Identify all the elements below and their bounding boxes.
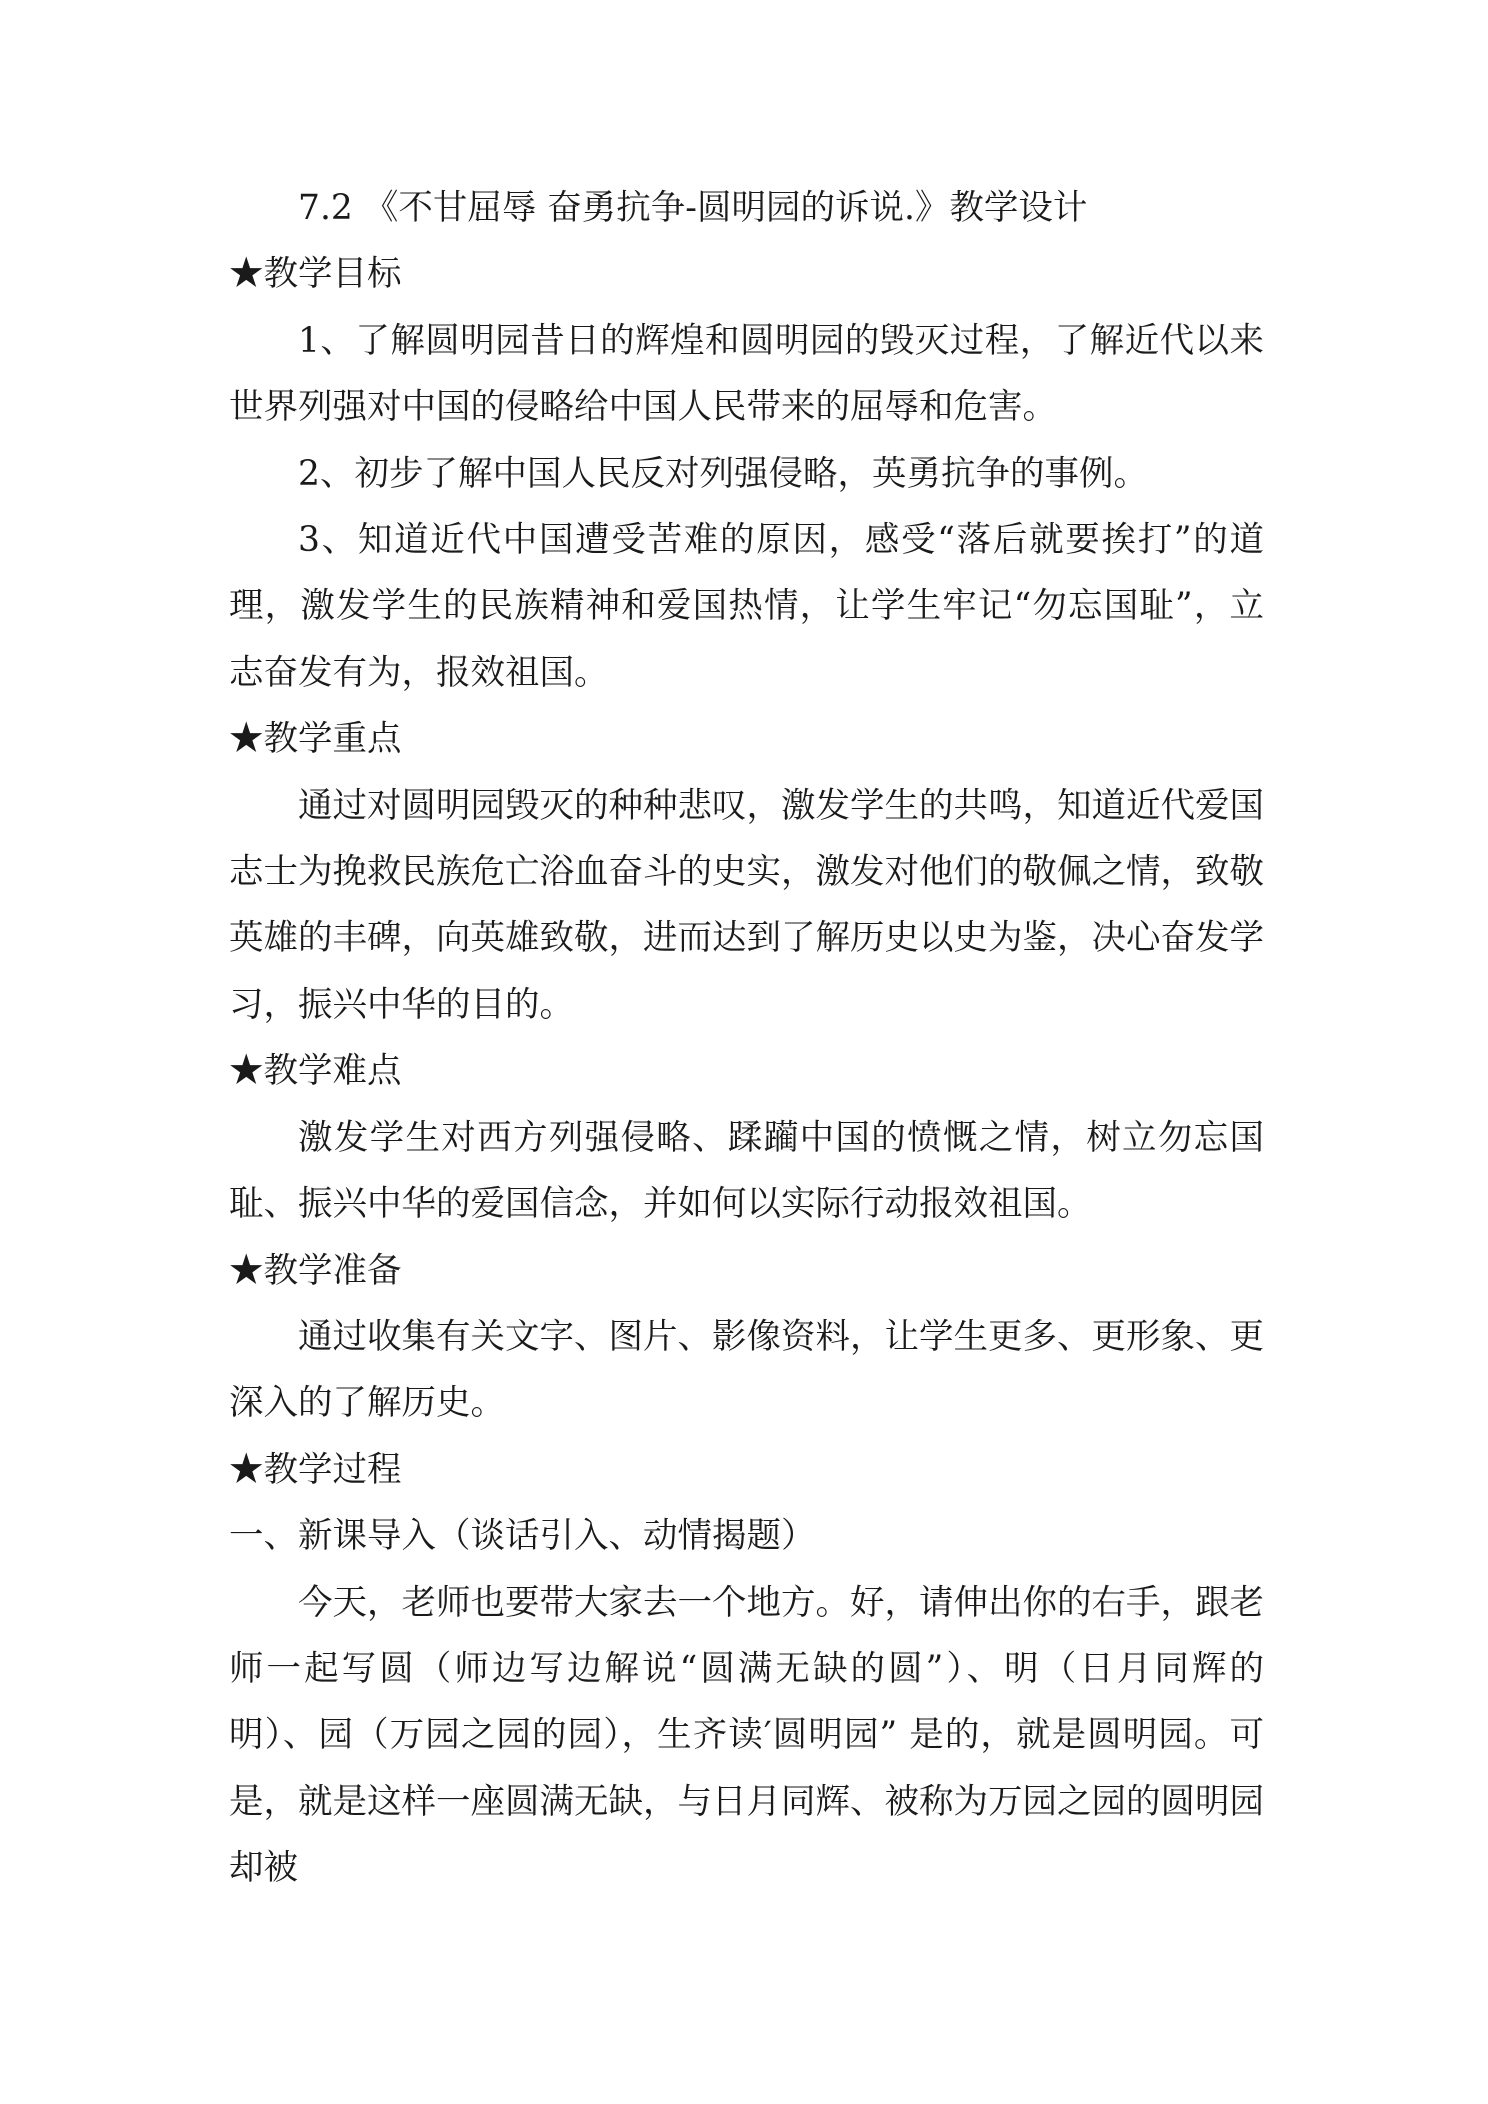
process-heading: ★教学过程 — [229, 1449, 402, 1490]
preparation-text: 通过收集有关文字、图片、影像资料，让学生更多、更形象、更深入的了解历史。 — [229, 1316, 1264, 1424]
document-title: 7.2 《不甘屈辱 奋勇抗争-圆明园的诉说.》教学设计 — [298, 188, 1088, 228]
difficulty-heading: ★教学难点 — [229, 1051, 402, 1092]
section-1-text: 今天，老师也要带大家去一个地方。好，请伸出你的右手，跟老师一起写圆（师边写边解说“圆满无缺的圆”）、明（日月同辉的明）、园（万园之园的园），生齐读′圆明园” 是的，就是圆明园。可是，就是这样一座圆满无缺，与日月同辉、被称为万园之园的圆明园却被 — [229, 1582, 1264, 1889]
goal-item-2: 2、初步了解中国人民反对列强侵略，英勇抗争的事例。 — [298, 453, 1148, 494]
key-points-heading: ★教学重点 — [229, 719, 402, 760]
goal-item-3: 3、知道近代中国遭受苦难的原因，感受“落后就要挨打”的道理，激发学生的民族精神和爱国热情，让学生牢记“勿忘国耻”，立志奋发有为，报效祖国。 — [229, 520, 1264, 693]
section-1-title: 一、新课导入（谈话引入、动情揭题） — [229, 1516, 816, 1557]
key-points-text: 通过对圆明园毁灭的种种悲叹，激发学生的共鸣，知道近代爱国志士为挽救民族危亡浴血奋斗的史实，激发对他们的敬佩之情，致敬英雄的丰碑，向英雄致敬，进而达到了解历史以史为鉴，决心奋发学习，振兴中华的目的。 — [229, 785, 1264, 1025]
difficulty-text: 激发学生对西方列强侵略、蹂躏中国的愤慨之情，树立勿忘国耻、振兴中华的爱国信念，并如何以实际行动报效祖国。 — [229, 1117, 1264, 1225]
goal-item-1: 1、了解圆明园昔日的辉煌和圆明园的毁灭过程，了解近代以来世界列强对中国的侵略给中国人民带来的屈辱和危害。 — [229, 320, 1264, 428]
preparation-heading: ★教学准备 — [229, 1250, 402, 1291]
goals-heading: ★教学目标 — [229, 254, 402, 295]
document-body — [229, 175, 1264, 1902]
